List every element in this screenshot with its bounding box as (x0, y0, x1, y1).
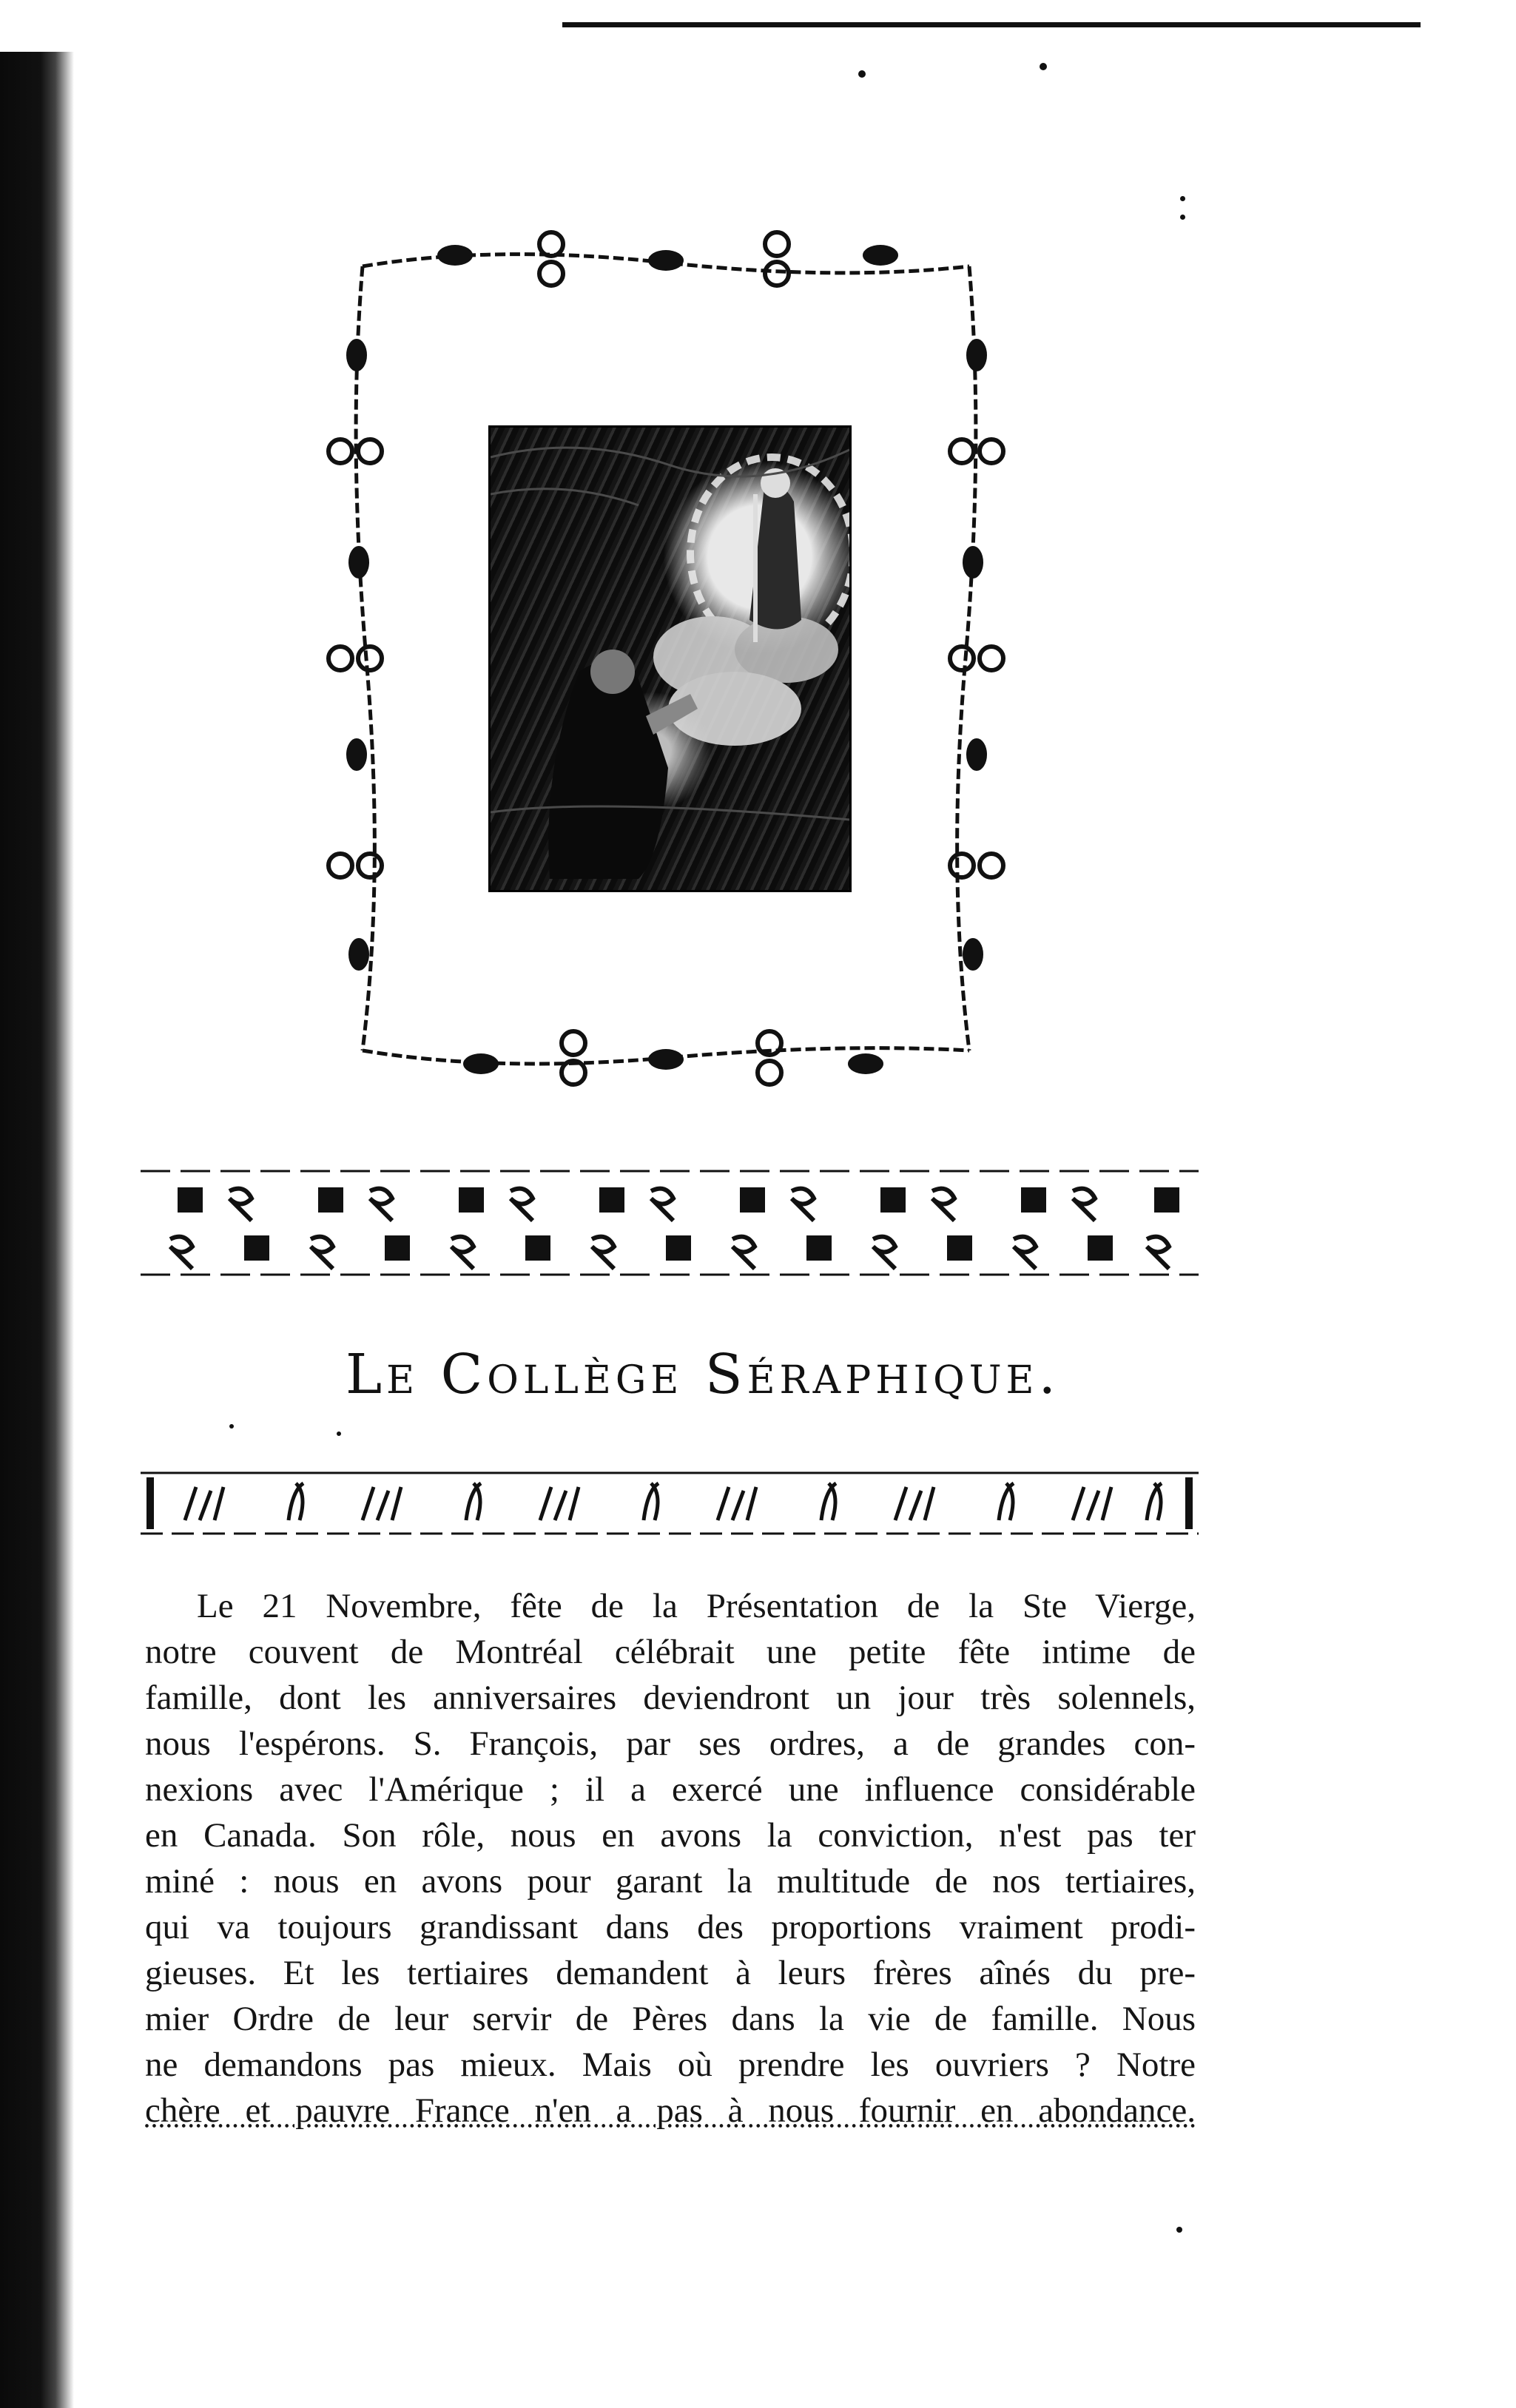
speck (337, 1431, 341, 1436)
body-paragraph (145, 1583, 1196, 2134)
speck (1180, 196, 1185, 201)
text-line: notre couvent de Montréal célébrait une petite fête intime de (145, 1633, 1196, 1671)
speck (229, 1424, 234, 1429)
engraving-illustration (488, 425, 852, 892)
text-line: mier Ordre de leur servir de Pères dans la vie de famille. Nous (145, 2000, 1196, 2038)
text-line: qui va toujours grandissant dans des proportions vraiment prodi- (145, 1908, 1196, 1946)
text-line: en Canada. Son rôle, nous en avons la conviction, n'est pas ter (145, 1816, 1196, 1855)
top-rule (562, 22, 1421, 27)
text-line: famille, dont les anniversaires deviendront un jour très solennels, (145, 1679, 1196, 1717)
foliate-band (141, 1468, 1199, 1539)
text-line: nous l'espérons. S. François, par ses ordres, a de grandes con- (145, 1724, 1196, 1763)
text-line: ne demandons pas mieux. Mais où prendre les ouvriers ? Notre (145, 2046, 1196, 2084)
text-line: nexions avec l'Amérique ; il a exercé une influence considérable (145, 1770, 1196, 1809)
text-line: gieuses. Et les tertiaires demandent à leurs frères aînés du pre- (145, 1954, 1196, 1992)
ornamental-band (141, 1165, 1199, 1280)
text-line: miné : nous en avons pour garant la multitude de nos tertiaires, (145, 1862, 1196, 1901)
speck (858, 70, 866, 78)
speck (1180, 215, 1185, 220)
text-line: chère et pauvre France n'en a pas à nous fournir en abondance. (145, 2091, 1196, 2130)
book-spine-shadow (0, 52, 74, 2408)
text-line: Le 21 Novembre, fête de la Présentation de la Ste Vierge, (197, 1587, 1196, 1625)
speck (1176, 2227, 1182, 2233)
chapter-title: Le Collège Séraphique. (345, 1343, 1061, 1406)
speck (1040, 63, 1047, 70)
